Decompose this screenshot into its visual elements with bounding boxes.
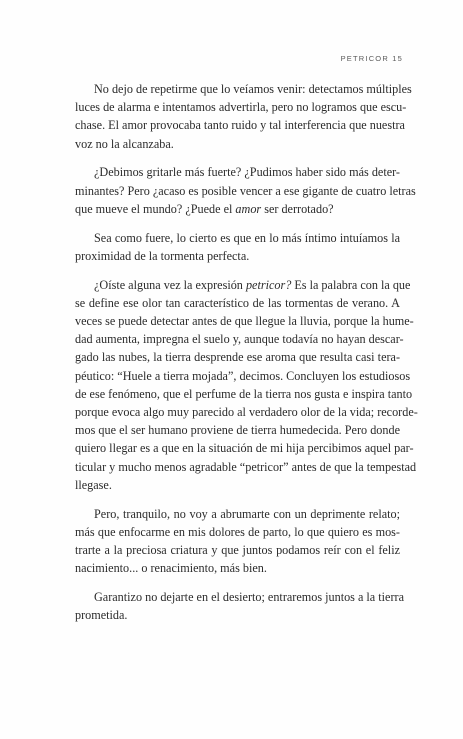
text-line: más que enfocarme en mis dolores de parto, lo que quiero es mos- (75, 524, 400, 539)
text-line (75, 276, 411, 294)
text-line: Pero, tranquilo, no voy a abrumarte con un deprimente relato; (94, 506, 400, 521)
text-line: Sea como fuere, lo cierto es que en lo más íntimo intuíamos la (94, 230, 400, 245)
text-line: gado las nubes, la tierra desprende ese aroma que resulta casi tera- (75, 350, 400, 365)
text-line: llegase. (75, 477, 112, 492)
text-line: nacimiento... o renacimiento, más bien. (75, 561, 267, 576)
text-run: Es la palabra con la que (291, 277, 411, 292)
italic-run: amor (235, 201, 262, 216)
text-line: ¿Debimos gritarle más fuerte? ¿Pudimos haber sido más deter- (94, 165, 400, 180)
text-line: de ese fenómeno, que el perfume de la tierra nos gusta e inspira tanto (75, 386, 413, 401)
text-line: trarte a la preciosa criatura y que juntos podamos reír con el feliz (75, 543, 400, 558)
text-line: minantes? Pero ¿acaso es posible vencer a ese gigante de cuatro letras (75, 183, 416, 198)
text-run: que mueve el mundo? ¿Puede el (75, 201, 236, 216)
text-line: mos que el ser humano proviene de tierra humedecida. Pero donde (75, 423, 400, 438)
text-line: proximidad de la tormenta perfecta. (75, 248, 250, 263)
text-line: luces de alarma e intentamos advertirla, pero no logramos que escu- (75, 100, 407, 115)
paragraph-4 (75, 276, 418, 494)
body-text (75, 80, 418, 635)
text-line: veces se puede detectar antes de que llegue la lluvia, porque la hume- (75, 314, 414, 329)
paragraph-1 (75, 80, 412, 153)
text-run: ser derrotado? (261, 201, 334, 216)
text-line: quiero llegar es a que en la situación de mi hija percibimos aquel par- (75, 441, 414, 456)
text-line: prometida. (75, 608, 128, 623)
text-line: porque evoca algo muy parecido al verdadero olor de la vida; recorde- (75, 405, 418, 420)
text-run: ¿Oíste alguna vez la expresión (94, 277, 246, 292)
running-header: PETRICOR 15 (340, 54, 403, 63)
text-line: ticular y mucho menos agradable “petricor” antes de que la tempestad (75, 459, 417, 474)
text-line: péutico: “Huele a tierra mojada”, decimos. Concluyen los estudiosos (75, 368, 411, 383)
text-line: Garantizo no dejarte en el desierto; entraremos juntos a la tierra (94, 590, 404, 605)
text-line (75, 200, 400, 218)
paragraph-6 (75, 588, 404, 624)
paragraph-2 (75, 163, 416, 218)
text-line: voz no la alcanzaba. (75, 136, 174, 151)
paragraph-5 (75, 505, 400, 578)
paragraph-3 (75, 229, 400, 265)
text-line: dad aumenta, impregna el suelo y, aunque todavía no hayan descar- (75, 332, 404, 347)
text-line: se define ese olor tan característico de las tormentas de verano. A (75, 295, 400, 310)
italic-run: petricor? (245, 277, 292, 292)
text-line: No dejo de repetirme que lo veíamos venir: detectamos múltiples (94, 82, 412, 96)
text-line: chase. El amor provocaba tanto ruido y tal interferencia que nuestra (75, 118, 405, 133)
